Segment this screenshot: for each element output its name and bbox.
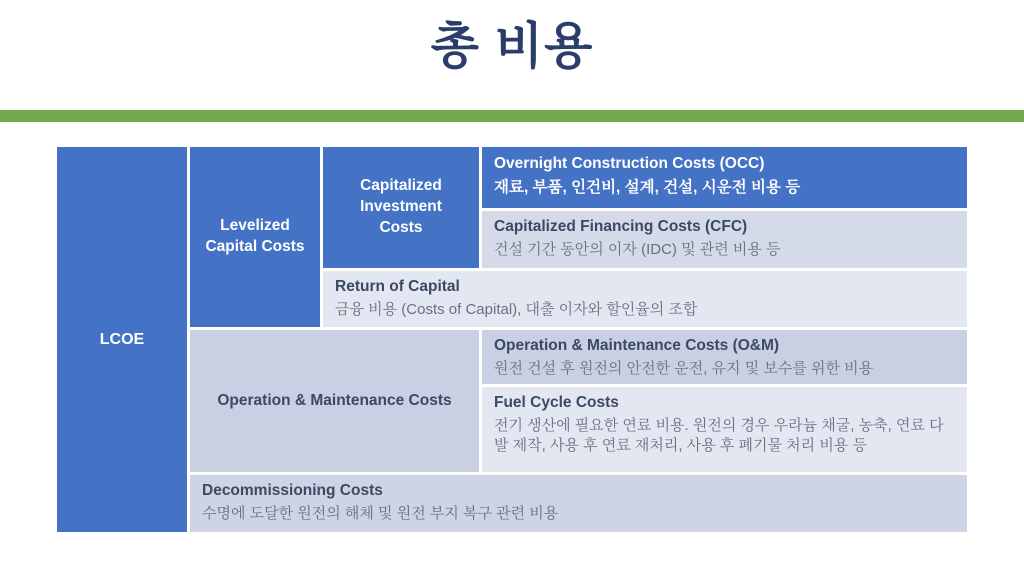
cell-decom-desc: 수명에 도달한 원전의 해체 및 원전 부지 복구 관련 비용 xyxy=(202,504,559,522)
cell-lcoe xyxy=(57,147,187,532)
cell-return-of-capital xyxy=(323,271,967,327)
cell-fuel-desc: 전기 생산에 필요한 연료 비용. 원전의 경우 우라늄 채굴, 농축, 연료 다발 제작, 사용 후 연료 재처리, 사용 후 폐기물 처리 비용 등 xyxy=(494,416,944,455)
cell-capitalized-investment-costs xyxy=(323,147,479,268)
cell-capitalized-financing-costs xyxy=(482,211,967,268)
cell-om-group-label: Operation & Maintenance Costs xyxy=(217,391,452,409)
cell-cfc-header: Capitalized Financing Costs (CFC) xyxy=(494,218,748,235)
cell-decom-header: Decommissioning Costs xyxy=(202,482,383,499)
cell-fuel-cycle-costs xyxy=(482,387,967,472)
cell-roc-header: Return of Capital xyxy=(335,278,460,295)
cell-overnight-construction-costs xyxy=(482,147,967,208)
slide-title: 총 비용 xyxy=(430,18,594,74)
cell-capinv-label: Capitalized Investment Costs xyxy=(360,177,442,236)
cell-levelized-capital-costs xyxy=(190,147,320,327)
lcoe-cost-table xyxy=(57,147,967,532)
cell-om-header: Operation & Maintenance Costs (O&M) xyxy=(494,337,780,354)
cell-roc-desc: 금융 비용 (Costs of Capital), 대출 이자와 할인율의 조합 xyxy=(335,300,698,318)
cell-levelized-label: Levelized Capital Costs xyxy=(205,217,305,255)
cell-operation-maintenance-costs xyxy=(482,330,967,384)
accent-divider-bar xyxy=(0,110,1024,122)
cell-cfc-desc: 건설 기간 동안의 이자 (IDC) 및 관련 비용 등 xyxy=(494,240,781,258)
cell-lcoe-label: LCOE xyxy=(99,330,145,348)
cell-decommissioning-costs xyxy=(190,475,967,532)
cell-fuel-header: Fuel Cycle Costs xyxy=(494,394,619,411)
cell-operation-maintenance-group xyxy=(190,330,479,472)
cell-occ-header: Overnight Construction Costs (OCC) xyxy=(494,155,765,172)
cell-occ-desc: 재료, 부품, 인건비, 설계, 건설, 시운전 비용 등 xyxy=(494,178,801,196)
cell-om-desc: 원전 건설 후 원전의 안전한 운전, 유지 및 보수를 위한 비용 xyxy=(494,359,874,377)
